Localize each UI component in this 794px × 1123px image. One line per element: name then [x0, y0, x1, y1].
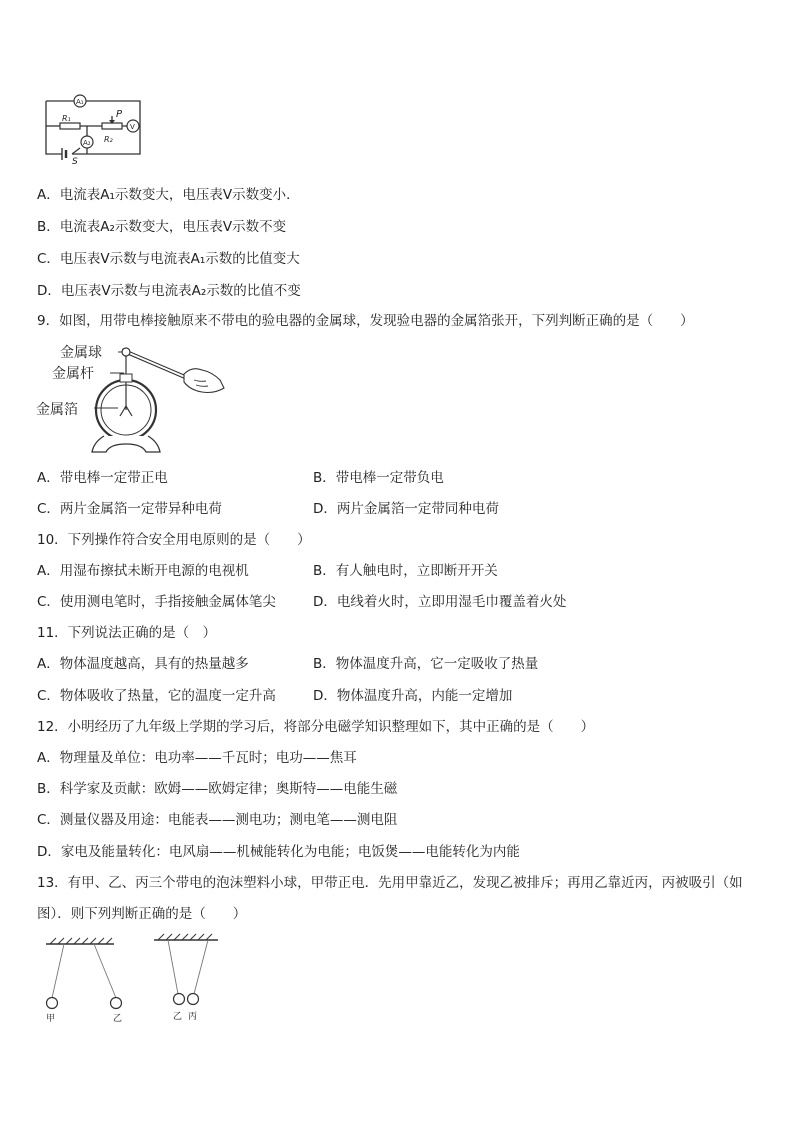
- metal-rod-label: 金属杆: [52, 366, 94, 382]
- q8-option-b: B．电流表A₂示数变大，电压表V示数不变: [37, 219, 287, 235]
- ammeter-a2-label: A₂: [83, 139, 91, 147]
- q10-stem: 10．下列操作符合安全用电原则的是（ ）: [37, 532, 311, 548]
- q12-stem: 12．小明经历了九年级上学期的学习后，将部分电磁学知识整理如下，其中正确的是（ ）: [37, 719, 595, 735]
- q12-option-b: B．科学家及贡献：欧姆——欧姆定律；奥斯特——电能生磁: [37, 781, 398, 797]
- q8-option-d: D．电压表V示数与电流表A₂示数的比值不变: [37, 283, 301, 299]
- q9-option-d: D．两片金属箔一定带同种电荷: [313, 501, 499, 517]
- ball-yi-label-right: 乙: [173, 1012, 183, 1022]
- switch-s-label: S: [72, 157, 78, 164]
- q8-option-c: C．电压表V示数与电流表A₁示数的比值变大: [37, 251, 300, 267]
- electroscope-figure: [34, 340, 234, 456]
- q11-option-b: B．物体温度升高，它一定吸收了热量: [313, 656, 539, 672]
- q9-option-b: B．带电棒一定带负电: [313, 470, 444, 486]
- q12-option-c: C．测量仪器及用途：电能表——测电功；测电笔——测电阻: [37, 812, 398, 828]
- metal-ball-label: 金属球: [60, 345, 102, 361]
- q12-option-a: A．物理量及单位：电功率——千瓦时；电功——焦耳: [37, 750, 357, 766]
- q10-option-c: C．使用测电笔时，手指接触金属体笔尖: [37, 594, 276, 610]
- q10-option-a: A．用湿布擦拭未断开电源的电视机: [37, 563, 249, 579]
- slider-p-label: P: [116, 109, 123, 120]
- q11-option-d: D．物体温度升高，内能一定增加: [313, 688, 513, 704]
- q11-option-a: A．物体温度越高，具有的热量越多: [37, 656, 249, 672]
- ball-yi-label-left: 乙: [113, 1014, 123, 1024]
- q10-option-b: B．有人触电时，立即断开开关: [313, 563, 498, 579]
- q13-stem-line1: 13．有甲、乙、丙三个带电的泡沫塑料小球，甲带正电．先用甲靠近乙，发现乙被排斥；再用乙靠近丙，丙被吸引（如: [37, 875, 743, 891]
- metal-foil-label: 金属箔: [36, 402, 78, 418]
- resistor-r1-symbol: [60, 123, 80, 129]
- voltmeter-label: V: [130, 123, 135, 131]
- q13-stem-line2: 图）．则下列判断正确的是（ ）: [37, 906, 247, 922]
- q9-option-a: A．带电棒一定带正电: [37, 470, 168, 486]
- ball-jia-label: 甲: [46, 1014, 56, 1024]
- q11-stem: 11．下列说法正确的是（ ）: [37, 625, 217, 641]
- ball-bing-label: 丙: [188, 1012, 198, 1022]
- q8-option-a: A．电流表A₁示数变大，电压表V示数变小．: [37, 187, 300, 203]
- q9-stem: 9．如图，用带电棒接触原来不带电的验电器的金属球，发现验电器的金属箔张开，下列判断正确的是（ ）: [37, 313, 694, 329]
- resistor-r1-label: R₁: [62, 114, 71, 123]
- ammeter-a1-label: A₁: [76, 98, 84, 106]
- circuit-diagram: [40, 92, 150, 164]
- resistor-r2-label: R₂: [104, 135, 113, 144]
- q11-option-c: C．物体吸收了热量，它的温度一定升高: [37, 688, 276, 704]
- q10-option-d: D．电线着火时，立即用湿毛巾覆盖着火处: [313, 594, 567, 610]
- q12-option-d: D．家电及能量转化：电风扇——机械能转化为电能；电饭煲——电能转化为内能: [37, 844, 520, 860]
- q9-option-c: C．两片金属箔一定带异种电荷: [37, 501, 222, 517]
- pendulum-figure: [40, 932, 220, 1028]
